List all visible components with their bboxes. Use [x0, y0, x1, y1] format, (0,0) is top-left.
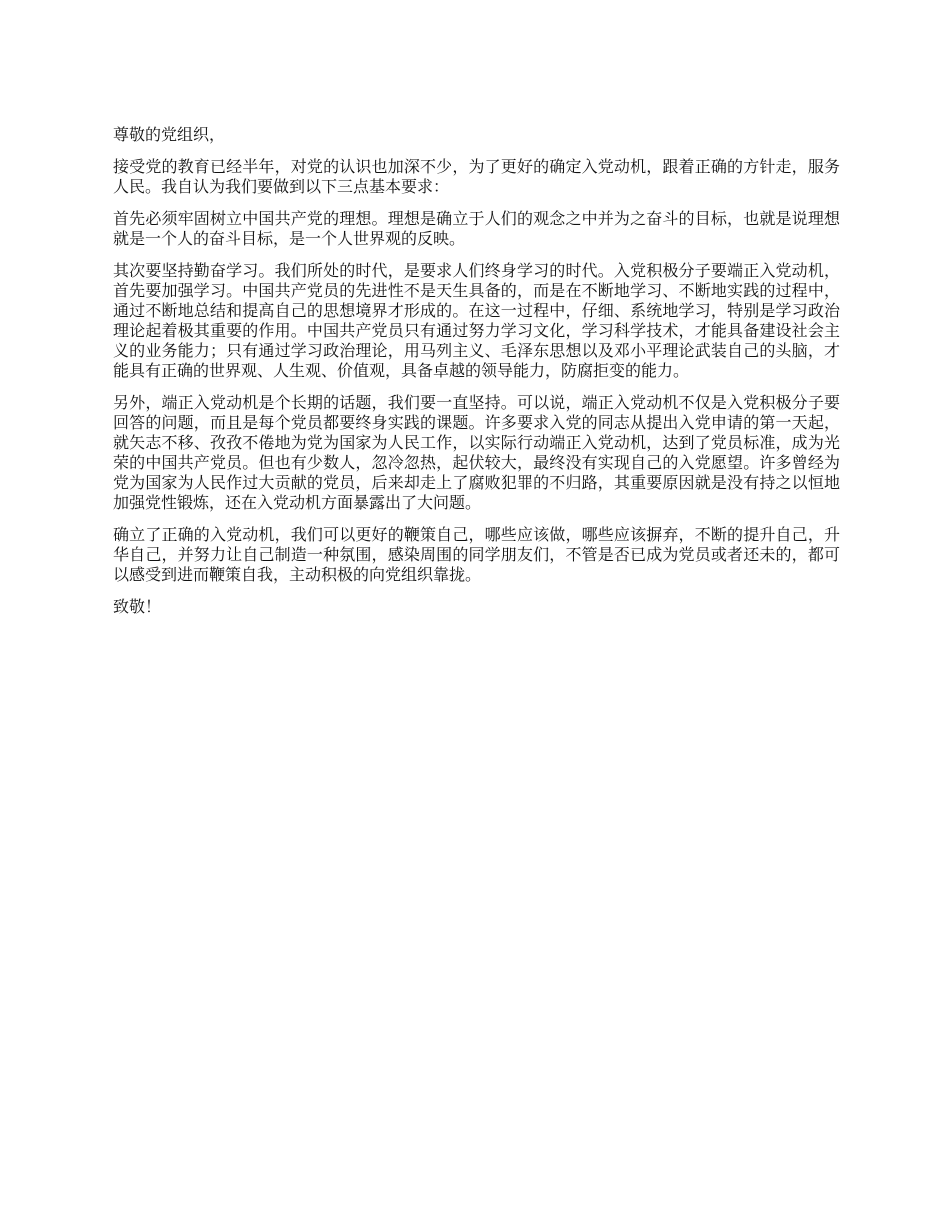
- paragraph-third-point: 另外，端正入党动机是个长期的话题，我们要一直坚持。可以说，端正入党动机不仅是入党积极分子要回答的问题，而且是每个党员都要终身实践的课题。许多要求入党的同志从提出入党申请的第一天起，就矢志不移、孜孜不倦地为党为国家为人民工作，以实际行动端正入党动机，达到了党员标准，成为光荣的中国共产党员。但也有少数人，忽冷忽热，起伏较大，最终没有实现自己的入党愿望。许多曾经为党为国家为人民作过大贡献的党员，后来却走上了腐败犯罪的不归路，其重要原因就是没有持之以恒地加强党性锻炼，还在入党动机方面暴露出了大问题。: [113, 393, 840, 512]
- paragraph-conclusion: 确立了正确的入党动机，我们可以更好的鞭策自己，哪些应该做，哪些应该摒弃，不断的提升自己，升华自己，并努力让自己制造一种氛围，感染周围的同学朋友们，不管是否已成为党员或者还未的，都可以感受到进而鞭策自我，主动积极的向党组织靠拢。: [113, 525, 840, 584]
- closing: 致敬！: [113, 597, 162, 616]
- paragraph-first-point: 首先必须牢固树立中国共产党的理想。理想是确立于人们的观念之中并为之奋斗的目标，也就是说理想就是一个人的奋斗目标，是一个人世界观的反映。: [113, 209, 840, 248]
- salutation: 尊敬的党组织，: [113, 125, 226, 144]
- paragraph-intro: 接受党的教育已经半年，对党的认识也加深不少，为了更好的确定入党动机，跟着正确的方针走，服务人民。我自认为我们要做到以下三点基本要求：: [113, 157, 840, 196]
- document-body: [113, 125, 840, 629]
- paragraph-second-point: 其次要坚持勤奋学习。我们所处的时代，是要求人们终身学习的时代。入党积极分子要端正入党动机，首先要加强学习。中国共产党员的先进性不是天生具备的，而是在不断地学习、不断地实践的过程中，通过不断地总结和提高自己的思想境界才形成的。在这一过程中，仔细、系统地学习，特别是学习政治理论起着极其重要的作用。中国共产党员只有通过努力学习文化，学习科学技术，才能具备建设社会主义的业务能力；只有通过学习政治理论，用马列主义、毛泽东思想以及邓小平理论武装自己的头脑，才能具有正确的世界观、人生观、价值观，具备卓越的领导能力，防腐拒变的能力。: [113, 261, 840, 380]
